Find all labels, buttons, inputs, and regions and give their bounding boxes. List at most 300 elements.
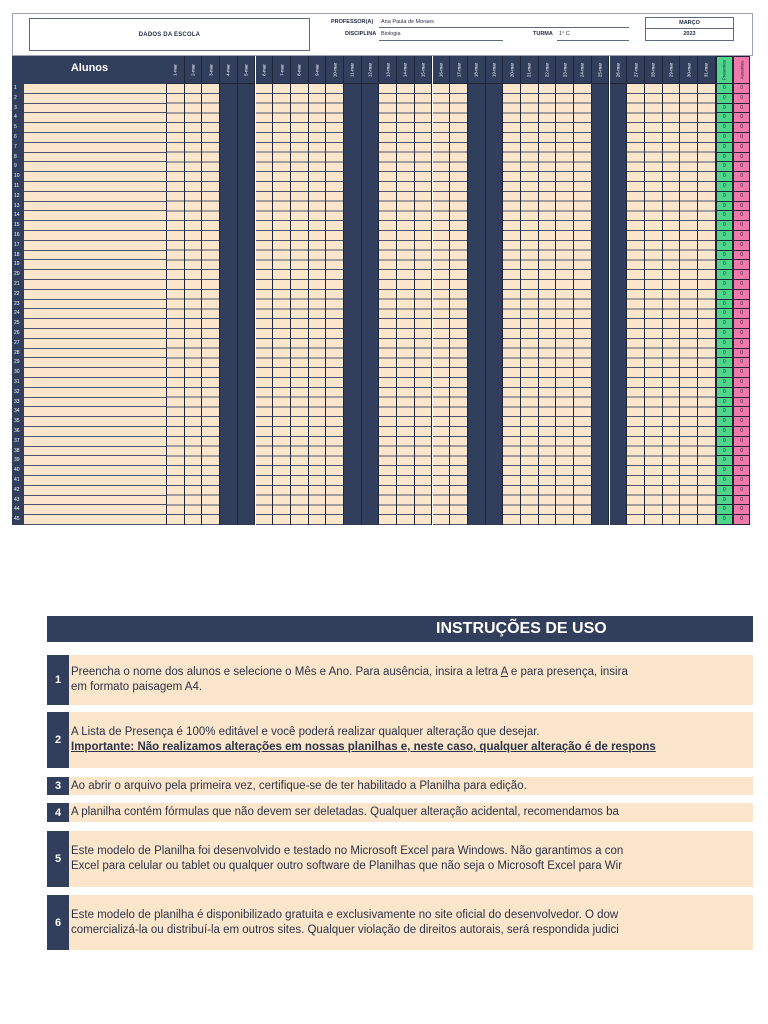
absent-count-cell: 0 xyxy=(733,84,750,94)
turma-value[interactable]: 1° C xyxy=(559,31,570,37)
day-header xyxy=(627,56,644,84)
row-number: 40 xyxy=(12,466,24,476)
student-name-cell[interactable] xyxy=(24,94,167,104)
student-name-cell[interactable] xyxy=(24,407,167,417)
day-header xyxy=(610,56,627,84)
day-header xyxy=(503,56,520,84)
weekend-column-body xyxy=(592,84,609,525)
day-column xyxy=(450,56,468,525)
absent-count-cell: 0 xyxy=(733,192,750,202)
professor-underline xyxy=(379,27,629,28)
present-count-cell: 0 xyxy=(716,456,733,466)
absent-count-cell: 0 xyxy=(733,260,750,270)
day-column xyxy=(503,56,521,525)
day-header xyxy=(273,56,290,84)
student-name-cell[interactable] xyxy=(24,182,167,192)
row-number: 24 xyxy=(12,309,24,319)
attendance-cells[interactable] xyxy=(202,84,219,525)
present-count-cell: 0 xyxy=(716,398,733,408)
present-count-cell: 0 xyxy=(716,349,733,359)
absent-count-cell: 0 xyxy=(733,133,750,143)
attendance-cells[interactable] xyxy=(309,84,326,525)
day-column xyxy=(202,56,220,525)
row-number: 12 xyxy=(12,192,24,202)
instruction-line: comercializá-la ou distribuí-la em outros sites. Qualquer violação de direitos autorais, será respondida judici xyxy=(71,923,619,936)
day-column xyxy=(362,56,380,525)
present-count-cell: 0 xyxy=(716,290,733,300)
day-header xyxy=(574,56,591,84)
day-header xyxy=(185,56,202,84)
day-header xyxy=(415,56,432,84)
day-header xyxy=(167,56,184,84)
day-label: 31-mar xyxy=(703,62,709,77)
present-count-cell: 0 xyxy=(716,231,733,241)
instruction-line: em formato paisagem A4. xyxy=(71,681,203,693)
present-count-cell: 0 xyxy=(716,505,733,515)
student-name-cell[interactable] xyxy=(24,309,167,319)
student-name-cell[interactable] xyxy=(24,251,167,261)
instruction-line: A planilha contém fórmulas que não devem ser deletadas. Qualquer alteração acidental, recomendamos ba xyxy=(71,806,619,818)
day-label: 19-mar xyxy=(491,62,497,77)
row-number: 10 xyxy=(12,172,24,182)
present-count-cell: 0 xyxy=(716,280,733,290)
student-name-cell[interactable] xyxy=(24,133,167,143)
day-header xyxy=(291,56,308,84)
student-name-cell[interactable] xyxy=(24,437,167,447)
present-count-cell: 0 xyxy=(716,153,733,163)
absent-count-cell: 0 xyxy=(733,290,750,300)
absent-count-cell: 0 xyxy=(733,319,750,329)
absent-count-cell: 0 xyxy=(733,143,750,153)
absent-count-cell: 0 xyxy=(733,104,750,114)
row-number: 25 xyxy=(12,319,24,329)
turma-underline xyxy=(557,40,629,41)
absent-count-cell: 0 xyxy=(733,486,750,496)
row-number: 43 xyxy=(12,496,24,506)
present-count-cell: 0 xyxy=(716,162,733,172)
attendance-cells[interactable] xyxy=(663,84,680,525)
student-name-cell[interactable] xyxy=(24,123,167,133)
day-label: 15-mar xyxy=(420,62,426,77)
professor-value[interactable]: Ana Paula de Moraes xyxy=(381,19,434,25)
day-header xyxy=(379,56,396,84)
day-column xyxy=(680,56,698,525)
instruction-line: Ao abrir o arquivo pela primeira vez, certifique-se de ter habilitado a Planilha para edição. xyxy=(71,779,527,792)
present-count-cell: 0 xyxy=(716,319,733,329)
instruction-item-3 xyxy=(47,777,753,795)
day-header xyxy=(344,56,361,84)
row-number: 31 xyxy=(12,378,24,388)
day-column xyxy=(379,56,397,525)
student-name-cell[interactable] xyxy=(24,260,167,270)
absent-count-cell: 0 xyxy=(733,358,750,368)
day-column xyxy=(610,56,628,525)
attendance-cells[interactable] xyxy=(627,84,644,525)
professor-label: PROFESSOR(A) xyxy=(331,19,374,25)
present-count-cell: 0 xyxy=(716,309,733,319)
instruction-important: Importante: Não realizamos alterações em nossas planilhas e, neste caso, qualquer alteração é de respons xyxy=(71,741,656,753)
day-label: 3-mar xyxy=(208,63,214,76)
day-column xyxy=(220,56,238,525)
day-label: 8-mar xyxy=(296,63,302,76)
absent-count-cell: 0 xyxy=(733,505,750,515)
day-label: 23-mar xyxy=(562,62,568,77)
student-name-cell[interactable] xyxy=(24,358,167,368)
row-number: 39 xyxy=(12,456,24,466)
present-count-cell: 0 xyxy=(716,143,733,153)
day-header xyxy=(362,56,379,84)
day-label: 6-mar xyxy=(261,63,267,76)
present-count-cell: 0 xyxy=(716,437,733,447)
day-header xyxy=(680,56,697,84)
absent-count-cell: 0 xyxy=(733,339,750,349)
present-count-cell: 0 xyxy=(716,388,733,398)
row-number: 21 xyxy=(12,280,24,290)
student-name-cell[interactable] xyxy=(24,456,167,466)
present-count-cell: 0 xyxy=(716,211,733,221)
row-number: 1 xyxy=(12,84,24,94)
day-header xyxy=(592,56,609,84)
present-header xyxy=(716,56,733,84)
row-number: 33 xyxy=(12,398,24,408)
present-count-cell: 0 xyxy=(716,496,733,506)
row-number: 35 xyxy=(12,417,24,427)
row-number: 9 xyxy=(12,162,24,172)
absent-count-cell: 0 xyxy=(733,456,750,466)
day-header xyxy=(539,56,556,84)
attendance-cells[interactable] xyxy=(185,84,202,525)
row-number: 16 xyxy=(12,231,24,241)
present-count-cell: 0 xyxy=(716,104,733,114)
student-name-cell[interactable] xyxy=(24,270,167,280)
students-column-header: Alunos xyxy=(12,56,167,84)
day-label: 17-mar xyxy=(456,62,462,77)
row-number: 30 xyxy=(12,368,24,378)
school-data-box[interactable] xyxy=(29,18,310,51)
student-name-cell[interactable] xyxy=(24,162,167,172)
day-label: 5-mar xyxy=(243,63,249,76)
professor-label-row xyxy=(331,19,373,26)
absent-count-cell: 0 xyxy=(733,182,750,192)
attendance-cells[interactable] xyxy=(645,84,662,525)
student-name-cell[interactable] xyxy=(24,192,167,202)
day-label: 9-mar xyxy=(314,63,320,76)
student-name-cell[interactable] xyxy=(24,476,167,486)
weekend-column-body xyxy=(610,84,627,525)
day-header xyxy=(450,56,467,84)
month-select[interactable]: MARÇO xyxy=(645,17,734,29)
absent-count-column xyxy=(733,56,750,525)
attendance-cells[interactable] xyxy=(291,84,308,525)
present-count-cell: 0 xyxy=(716,515,733,525)
day-header xyxy=(645,56,662,84)
student-name-cell[interactable] xyxy=(24,290,167,300)
day-column xyxy=(256,56,274,525)
year-select[interactable]: 2023 xyxy=(645,29,734,41)
row-number: 36 xyxy=(12,427,24,437)
row-number: 7 xyxy=(12,143,24,153)
present-count-cell: 0 xyxy=(716,486,733,496)
present-count-cell: 0 xyxy=(716,300,733,310)
student-name-cell[interactable] xyxy=(24,339,167,349)
student-name-cell[interactable] xyxy=(24,280,167,290)
day-label: 21-mar xyxy=(526,62,532,77)
day-label: 25-mar xyxy=(597,62,603,77)
absent-count-cell: 0 xyxy=(733,496,750,506)
weekend-column-body xyxy=(344,84,361,525)
absent-count-cell: 0 xyxy=(733,398,750,408)
student-name-cell[interactable] xyxy=(24,496,167,506)
row-number: 37 xyxy=(12,437,24,447)
day-label: 13-mar xyxy=(385,62,391,77)
instructions-title: INSTRUÇÕES DE USO xyxy=(47,616,753,642)
absent-count-cell: 0 xyxy=(733,280,750,290)
absent-count-cell: 0 xyxy=(733,476,750,486)
disciplina-label: DISCIPLINA xyxy=(345,31,377,37)
day-label: 24-mar xyxy=(579,62,585,77)
day-label: 27-mar xyxy=(633,62,639,77)
row-number: 18 xyxy=(12,251,24,261)
attendance-cells[interactable] xyxy=(450,84,467,525)
day-header xyxy=(433,56,450,84)
disciplina-label-row xyxy=(345,31,376,38)
day-column xyxy=(539,56,557,525)
day-column xyxy=(627,56,645,525)
student-name-cell[interactable] xyxy=(24,368,167,378)
day-header xyxy=(663,56,680,84)
student-name-cell[interactable] xyxy=(24,143,167,153)
attendance-cells[interactable] xyxy=(680,84,697,525)
day-label: 22-mar xyxy=(544,62,550,77)
present-count-cell: 0 xyxy=(716,329,733,339)
absent-count-cell: 0 xyxy=(733,466,750,476)
instruction-item-5 xyxy=(47,831,753,887)
row-number: 5 xyxy=(12,123,24,133)
attendance-cells[interactable] xyxy=(698,84,715,525)
day-label: 4-mar xyxy=(225,63,231,76)
attendance-cells[interactable] xyxy=(539,84,556,525)
day-header xyxy=(397,56,414,84)
day-label: 2-mar xyxy=(190,63,196,76)
day-column xyxy=(238,56,256,525)
student-name-cell[interactable] xyxy=(24,329,167,339)
day-column xyxy=(185,56,203,525)
row-number: 19 xyxy=(12,260,24,270)
student-name-cell[interactable] xyxy=(24,388,167,398)
sheet-header xyxy=(12,13,753,56)
day-column xyxy=(415,56,433,525)
absent-count-cell: 0 xyxy=(733,202,750,212)
row-number: 20 xyxy=(12,270,24,280)
day-column xyxy=(663,56,681,525)
row-number: 42 xyxy=(12,486,24,496)
student-name-cell[interactable] xyxy=(24,378,167,388)
present-count-cell: 0 xyxy=(716,427,733,437)
present-count-cell: 0 xyxy=(716,84,733,94)
day-header xyxy=(556,56,573,84)
row-number: 11 xyxy=(12,182,24,192)
student-name-cell[interactable] xyxy=(24,202,167,212)
day-column xyxy=(486,56,504,525)
day-label: 30-mar xyxy=(686,62,692,77)
absent-letter: A xyxy=(500,666,508,678)
attendance-cells[interactable] xyxy=(556,84,573,525)
disciplina-underline xyxy=(379,40,503,41)
absent-count-cell: 0 xyxy=(733,407,750,417)
day-column xyxy=(309,56,327,525)
absent-count-cell: 0 xyxy=(733,123,750,133)
student-name-cell[interactable] xyxy=(24,505,167,515)
student-name-cell[interactable] xyxy=(24,300,167,310)
row-number: 14 xyxy=(12,211,24,221)
attendance-cells[interactable] xyxy=(167,84,184,525)
student-name-cell[interactable] xyxy=(24,427,167,437)
day-label: 26-mar xyxy=(615,62,621,77)
absent-count-cell: 0 xyxy=(733,388,750,398)
day-column xyxy=(645,56,663,525)
present-header-label: Presentes xyxy=(721,59,727,81)
absent-count-cell: 0 xyxy=(733,172,750,182)
weekend-column-body xyxy=(220,84,237,525)
attendance-cells[interactable] xyxy=(379,84,396,525)
absent-header-label: Ausentes xyxy=(739,60,745,80)
turma-label-row xyxy=(533,31,553,38)
present-count-cell: 0 xyxy=(716,339,733,349)
student-name-cell[interactable] xyxy=(24,231,167,241)
student-name-cell[interactable] xyxy=(24,84,167,94)
present-count-cell: 0 xyxy=(716,358,733,368)
row-number: 34 xyxy=(12,407,24,417)
day-label: 10-mar xyxy=(332,62,338,77)
day-label: 14-mar xyxy=(402,62,408,77)
attendance-cells[interactable] xyxy=(273,84,290,525)
present-count-cell: 0 xyxy=(716,202,733,212)
absent-count-cell: 0 xyxy=(733,270,750,280)
present-count-cell: 0 xyxy=(716,407,733,417)
instruction-item-4 xyxy=(47,803,753,822)
present-count-cell: 0 xyxy=(716,123,733,133)
instruction-line: Excel para celular ou tablet ou qualquer outro software de Planilhas que não seja o Microsoft Excel para Wir xyxy=(71,860,623,872)
attendance-cells[interactable] xyxy=(574,84,591,525)
attendance-cells[interactable] xyxy=(397,84,414,525)
absent-count-cell: 0 xyxy=(733,251,750,261)
present-count-cell: 0 xyxy=(716,270,733,280)
student-name-cell[interactable] xyxy=(24,221,167,231)
present-count-cell: 0 xyxy=(716,182,733,192)
absent-count-cell: 0 xyxy=(733,417,750,427)
present-count-cell: 0 xyxy=(716,94,733,104)
student-name-cell[interactable] xyxy=(24,447,167,457)
day-header xyxy=(698,56,715,84)
student-name-cell[interactable] xyxy=(24,153,167,163)
absent-count-cell: 0 xyxy=(733,211,750,221)
absent-header xyxy=(733,56,750,84)
student-name-cell[interactable] xyxy=(24,486,167,496)
disciplina-value[interactable]: Biologia xyxy=(381,31,401,37)
day-header xyxy=(468,56,485,84)
instruction-line: Preencha o nome dos alunos e selecione o Mês e Ano. Para ausência, insira a letra A e para presença, insira xyxy=(71,666,628,678)
absent-count-cell: 0 xyxy=(733,162,750,172)
day-column xyxy=(167,56,185,525)
absent-count-cell: 0 xyxy=(733,221,750,231)
present-count-cell: 0 xyxy=(716,192,733,202)
instruction-line: Este modelo de Planilha foi desenvolvido e testado no Microsoft Excel para Windows. Não garantimos a con xyxy=(71,845,624,857)
day-header xyxy=(521,56,538,84)
absent-count-cell: 0 xyxy=(733,329,750,339)
student-name-cell[interactable] xyxy=(24,172,167,182)
student-name-cell[interactable] xyxy=(24,319,167,329)
day-header xyxy=(486,56,503,84)
absent-count-cell: 0 xyxy=(733,300,750,310)
attendance-cells[interactable] xyxy=(503,84,520,525)
student-name-cell[interactable] xyxy=(24,466,167,476)
absent-count-cell: 0 xyxy=(733,427,750,437)
attendance-cells[interactable] xyxy=(433,84,450,525)
day-column xyxy=(592,56,610,525)
row-number: 32 xyxy=(12,388,24,398)
absent-count-cell: 0 xyxy=(733,113,750,123)
weekend-column-body xyxy=(238,84,255,525)
day-label: 11-mar xyxy=(349,62,355,77)
present-count-cell: 0 xyxy=(716,466,733,476)
student-name-cell[interactable] xyxy=(24,104,167,114)
present-count-cell: 0 xyxy=(716,241,733,251)
absent-count-cell: 0 xyxy=(733,231,750,241)
instruction-number: 5 xyxy=(47,831,69,887)
absent-count-cell: 0 xyxy=(733,241,750,251)
student-name-cell[interactable] xyxy=(24,349,167,359)
day-label: 20-mar xyxy=(509,62,515,77)
school-label: DADOS DA ESCOLA xyxy=(138,31,201,38)
attendance-cells[interactable] xyxy=(415,84,432,525)
day-column xyxy=(521,56,539,525)
row-number: 44 xyxy=(12,505,24,515)
absent-count-cell: 0 xyxy=(733,447,750,457)
student-name-cell[interactable] xyxy=(24,398,167,408)
absent-count-cell: 0 xyxy=(733,378,750,388)
student-name-cell[interactable] xyxy=(24,417,167,427)
attendance-cells[interactable] xyxy=(326,84,343,525)
present-count-cell: 0 xyxy=(716,368,733,378)
day-column xyxy=(397,56,415,525)
row-number: 3 xyxy=(12,104,24,114)
weekend-column-body xyxy=(486,84,503,525)
row-number: 15 xyxy=(12,221,24,231)
day-column xyxy=(273,56,291,525)
row-number: 23 xyxy=(12,300,24,310)
instruction-line: Este modelo de planilha é disponibilizado gratuita e exclusivamente no site oficial do desenvolvedor. O dow xyxy=(71,908,619,921)
instruction-item-1 xyxy=(47,655,753,705)
present-count-cell: 0 xyxy=(716,447,733,457)
attendance-cells[interactable] xyxy=(521,84,538,525)
day-label: 1-mar xyxy=(172,63,178,76)
present-count-cell: 0 xyxy=(716,476,733,486)
instruction-number: 4 xyxy=(47,803,69,822)
day-label: 18-mar xyxy=(473,62,479,77)
attendance-table xyxy=(12,56,753,525)
row-number: 13 xyxy=(12,202,24,212)
student-name-cell[interactable] xyxy=(24,515,167,525)
absent-count-cell: 0 xyxy=(733,515,750,525)
student-name-cell[interactable] xyxy=(24,241,167,251)
attendance-cells[interactable] xyxy=(256,84,273,525)
day-label: 16-mar xyxy=(438,62,444,77)
day-column xyxy=(468,56,486,525)
student-name-cell[interactable] xyxy=(24,211,167,221)
instruction-item-2 xyxy=(47,712,753,768)
row-number: 8 xyxy=(12,153,24,163)
student-name-cell[interactable] xyxy=(24,113,167,123)
